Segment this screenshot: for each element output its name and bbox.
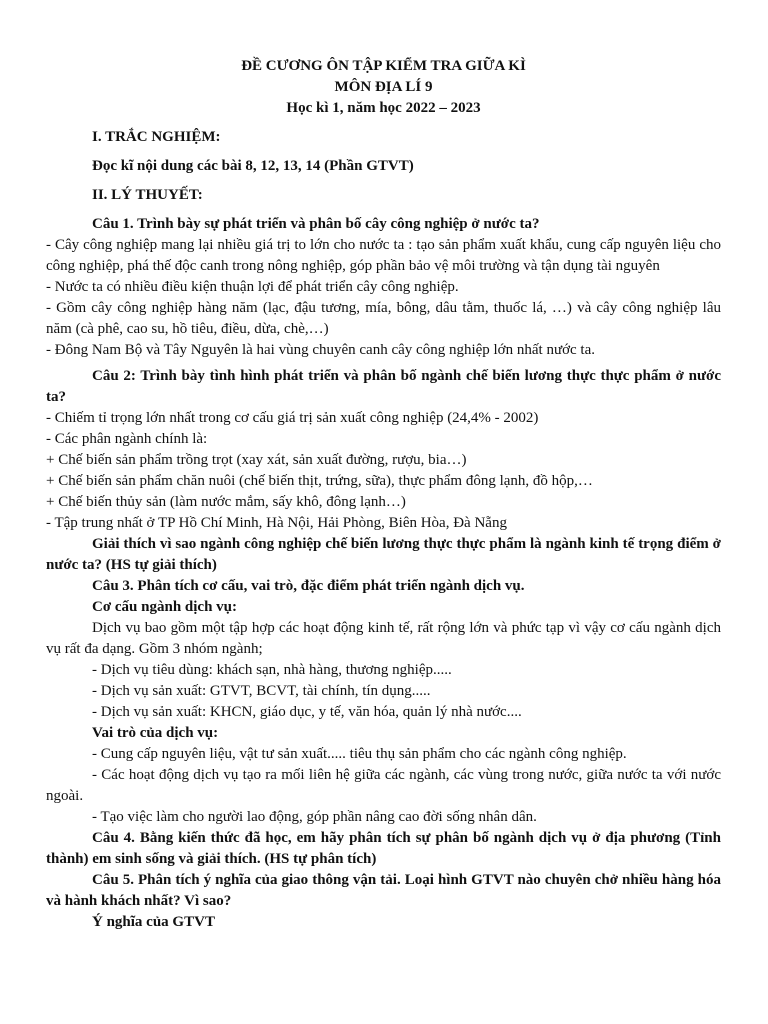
q3-structure-item: - Dịch vụ sản xuất: GTVT, BCVT, tài chính, tín dụng..... [92,683,431,699]
document-term: Học kì 1, năm học 2022 – 2023 [286,100,481,116]
q3-structure-item: - Dịch vụ sản xuất: KHCN, giáo dục, y tế, văn hóa, quản lý nhà nước.... [92,704,522,720]
q2-line: - Chiếm tỉ trọng lớn nhất trong cơ cấu giá trị sản xuất công nghiệp (24,4% - 2002) [46,410,539,426]
q1-line: - Cây công nghiệp mang lại nhiều giá trị to lớn cho nước ta : tạo sản phẩm xuất khẩu, cung cấp nguyên liệu cho công nghiệp, phá thế độc canh trong nông nghiệp, góp phần bảo vệ môi trường và tận dụng tài nguyên [46,237,721,274]
q1-title: Câu 1. Trình bày sự phát triển và phân bố cây công nghiệp ở nước ta? [92,216,540,232]
q5-sub-heading: Ý nghĩa của GTVT [92,914,215,930]
section1-instruction: Đọc kĩ nội dung các bài 8, 12, 13, 14 (Phần GTVT) [92,158,414,174]
q2-line: - Các phân ngành chính là: [46,431,208,447]
q3-structure-intro: Dịch vụ bao gồm một tập hợp các hoạt động kinh tế, rất rộng lớn và phức tạp vì vậy cơ cấu ngành dịch vụ rất đa dạng. Gồm 3 nhóm ngành; [46,620,721,657]
q3-structure-heading: Cơ cấu ngành dịch vụ: [92,599,238,615]
q3-role-item: - Tạo việc làm cho người lao động, góp phần nâng cao đời sống nhân dân. [92,809,537,825]
document-page [46,56,721,933]
q2-line: - Tập trung nhất ở TP Hồ Chí Minh, Hà Nội, Hải Phòng, Biên Hòa, Đà Nẵng [46,515,507,531]
q2-title: Câu 2: Trình bày tình hình phát triển và phân bố ngành chế biến lương thực thực phẩm ở nước ta? [46,368,721,405]
q1-line: - Gồm cây công nghiệp hàng năm (lạc, đậu tương, mía, bông, dâu tằm, thuốc lá, …) và cây công nghiệp lâu năm (cà phê, cao su, hồ tiêu, điều, dừa, chè,…) [46,300,721,337]
q3-role-heading: Vai trò của dịch vụ: [92,725,219,741]
q3-role-item: - Các hoạt động dịch vụ tạo ra mối liên hệ giữa các ngành, các vùng trong nước, giữa nước ta với nước ngoài. [46,767,721,804]
q1-line: - Đông Nam Bộ và Tây Nguyên là hai vùng chuyên canh cây công nghiệp lớn nhất nước ta. [46,342,595,358]
q3-structure-item: - Dịch vụ tiêu dùng: khách sạn, nhà hàng, thương nghiệp..... [92,662,452,678]
q3-title: Câu 3. Phân tích cơ cấu, vai trò, đặc điểm phát triển ngành dịch vụ. [92,578,525,594]
section2-heading: II. LÝ THUYẾT: [92,187,203,203]
document-title: ĐỀ CƯƠNG ÔN TẬP KIỂM TRA GIỮA KÌ [241,58,526,74]
q3-role-item: - Cung cấp nguyên liệu, vật tư sản xuất..... tiêu thụ sản phẩm cho các ngành công nghiệp. [92,746,627,762]
q2-line: + Chế biến sản phẩm trồng trọt (xay xát, sản xuất đường, rượu, bia…) [46,452,467,468]
q2-line: + Chế biến sản phẩm chăn nuôi (chế biến thịt, trứng, sữa), thực phẩm đông lạnh, đồ hộp,… [46,473,593,489]
q2-followup: Giải thích vì sao ngành công nghiệp chế biến lương thực thực phẩm là ngành kinh tế trọng điểm ở nước ta? (HS tự giải thích) [46,536,721,573]
q5-title: Câu 5. Phân tích ý nghĩa của giao thông vận tải. Loại hình GTVT nào chuyên chở nhiều hàng hóa và hành khách nhất? Vì sao? [46,872,721,909]
section1-heading: I. TRẮC NGHIỆM: [92,129,221,145]
q1-line: - Nước ta có nhiều điều kiện thuận lợi để phát triển cây công nghiệp. [46,279,459,295]
document-subject: MÔN ĐỊA LÍ 9 [334,79,433,95]
q2-line: + Chế biến thủy sản (làm nước mắm, sấy khô, đông lạnh…) [46,494,406,510]
q4-title: Câu 4. Bằng kiến thức đã học, em hãy phân tích sự phân bố ngành dịch vụ ở địa phương (Tỉnh thành) em sinh sống và giải thích. (HS tự phân tích) [46,830,721,867]
